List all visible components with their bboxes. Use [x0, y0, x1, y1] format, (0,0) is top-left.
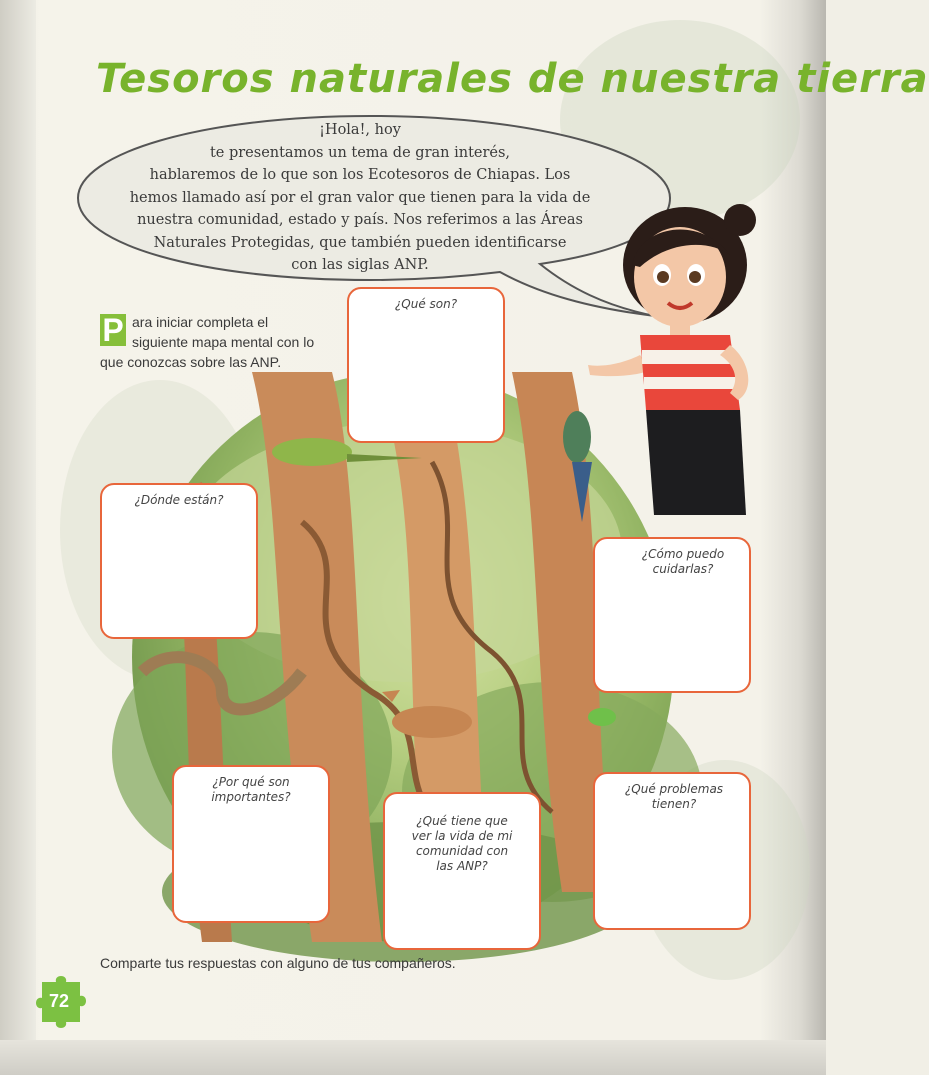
intro-paragraph [100, 312, 320, 372]
bubble-line: Naturales Protegidas, que también pueden identificarse [153, 234, 567, 251]
answer-box-que-tiene-que-ver[interactable] [383, 792, 541, 950]
bubble-line: hemos llamado así por el gran valor que tienen para la vida de [129, 189, 591, 206]
intro-text: ara iniciar completa el siguiente mapa mental con lo que conozcas sobre las ANP. [100, 314, 315, 370]
bubble-line: con las siglas ANP. [291, 257, 429, 273]
footer-instruction: Comparte tus respuestas con alguno de tus compañeros. [100, 955, 456, 971]
bubble-line: nuestra comunidad, estado y país. Nos referimos a las Áreas [137, 212, 583, 228]
speech-bubble-text [100, 119, 620, 277]
answer-box-que-problemas[interactable] [593, 772, 751, 930]
answer-box-label: ¿Por qué son importantes? [211, 775, 291, 804]
girl-character-illustration [580, 195, 780, 535]
bubble-line: ¡Hola!, hoy [319, 122, 401, 138]
answer-box-donde-estan[interactable] [100, 483, 258, 639]
answer-box-como-cuidarlas[interactable] [593, 537, 751, 693]
bubble-line: hablaremos de lo que son los Ecotesoros de Chiapas. Los [149, 167, 571, 183]
drop-cap: P [100, 314, 126, 346]
answer-box-label: ¿Cómo puedo cuidarlas? [641, 547, 725, 576]
answer-box-por-que-importantes[interactable] [172, 765, 330, 923]
book-spine-shadow [0, 0, 36, 1075]
answer-box-que-son[interactable] [347, 287, 505, 443]
page-number: 72 [48, 991, 70, 1011]
answer-box-label: ¿Qué tiene que ver la vida de mi comunidad con las ANP? [411, 814, 513, 873]
answer-box-label: ¿Qué son? [394, 297, 458, 311]
answer-box-label: ¿Dónde están? [134, 493, 224, 507]
page-title: Tesoros naturales de nuestra tierra [96, 56, 929, 102]
answer-box-label: ¿Qué problemas tienen? [624, 782, 724, 811]
page-bottom-edge [0, 1040, 826, 1075]
bubble-line: te presentamos un tema de gran interés, [209, 144, 511, 161]
